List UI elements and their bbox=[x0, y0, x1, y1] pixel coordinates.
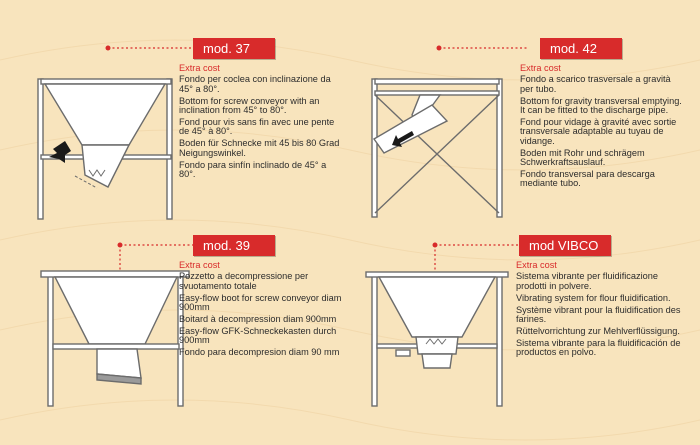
description-block bbox=[516, 261, 682, 360]
description-de: Easy-flow GFK-Schneckekasten durch 900mm bbox=[179, 325, 337, 346]
model-badge: mod. 39 bbox=[193, 235, 275, 256]
description-fr: Fond pour vidage à gravité avec sortie transversale adaptable au tuyau de vidange. bbox=[520, 117, 677, 146]
description-block bbox=[179, 64, 345, 182]
description-fr: Fond pour vis sans fin avec une pente de 45° à 80°. bbox=[179, 117, 335, 137]
description-block bbox=[179, 261, 345, 360]
description-fr: Boitard à decompression diam 900mm bbox=[179, 314, 337, 325]
description-de: Rüttelvorrichtung zur Mehlverflüssigung. bbox=[516, 325, 680, 336]
extra-cost-label: Extra cost bbox=[516, 260, 557, 270]
description-fr: Système vibrant pour la fluidification des farines. bbox=[516, 304, 681, 325]
product-panel-mod-37 bbox=[5, 35, 345, 240]
description-de: Boden mit Rohr und schrägem Schwerkraftsauslauf. bbox=[520, 147, 645, 168]
description-block bbox=[520, 64, 686, 191]
description-it: Fondo per coclea con inclinazione da 45° a 80°. bbox=[179, 74, 331, 94]
extra-cost-label: Extra cost bbox=[520, 63, 561, 73]
product-panel-mod-vibco bbox=[352, 232, 692, 437]
product-panel-mod-42 bbox=[352, 35, 692, 240]
model-badge: mod VIBCO bbox=[519, 235, 611, 256]
description-en: Bottom for gravity transversal emptying. It can be fitted to the discharge pipe. bbox=[520, 95, 682, 116]
description-it: Fondo a scarico trasversale a gravità per tubo. bbox=[520, 74, 671, 94]
product-panel-mod-39 bbox=[5, 232, 345, 437]
description-es: Fondo para sinfín inclinado de 45° a 80°. bbox=[179, 159, 327, 180]
description-de: Boden für Schnecke mit 45 bis 80 Grad Neigungswinkel. bbox=[179, 138, 340, 158]
description-it: Pozzetto a decompressione per svuotamento totale bbox=[179, 271, 309, 291]
description-en: Easy-flow boot for screw conveyor diam 900mm bbox=[179, 292, 342, 313]
extra-cost-label: Extra cost bbox=[179, 63, 220, 73]
extra-cost-label: Extra cost bbox=[179, 260, 220, 270]
description-en: Vibrating system for flour fluidification. bbox=[516, 292, 671, 303]
description-es: Fondo para decompresion diam 90 mm bbox=[179, 347, 340, 358]
description-es: Sistema vibrante para la fluidificación de productos en polvo. bbox=[516, 337, 681, 358]
model-badge: mod. 37 bbox=[193, 38, 275, 59]
model-badge: mod. 42 bbox=[540, 38, 622, 59]
description-en: Bottom for screw conveyor with an inclination from 45° to 80°. bbox=[179, 95, 320, 116]
description-it: Sistema vibrante per fluidificazione prodotti in polvere. bbox=[516, 271, 658, 291]
description-es: Fondo transversal para descarga mediante tubo. bbox=[520, 169, 655, 189]
